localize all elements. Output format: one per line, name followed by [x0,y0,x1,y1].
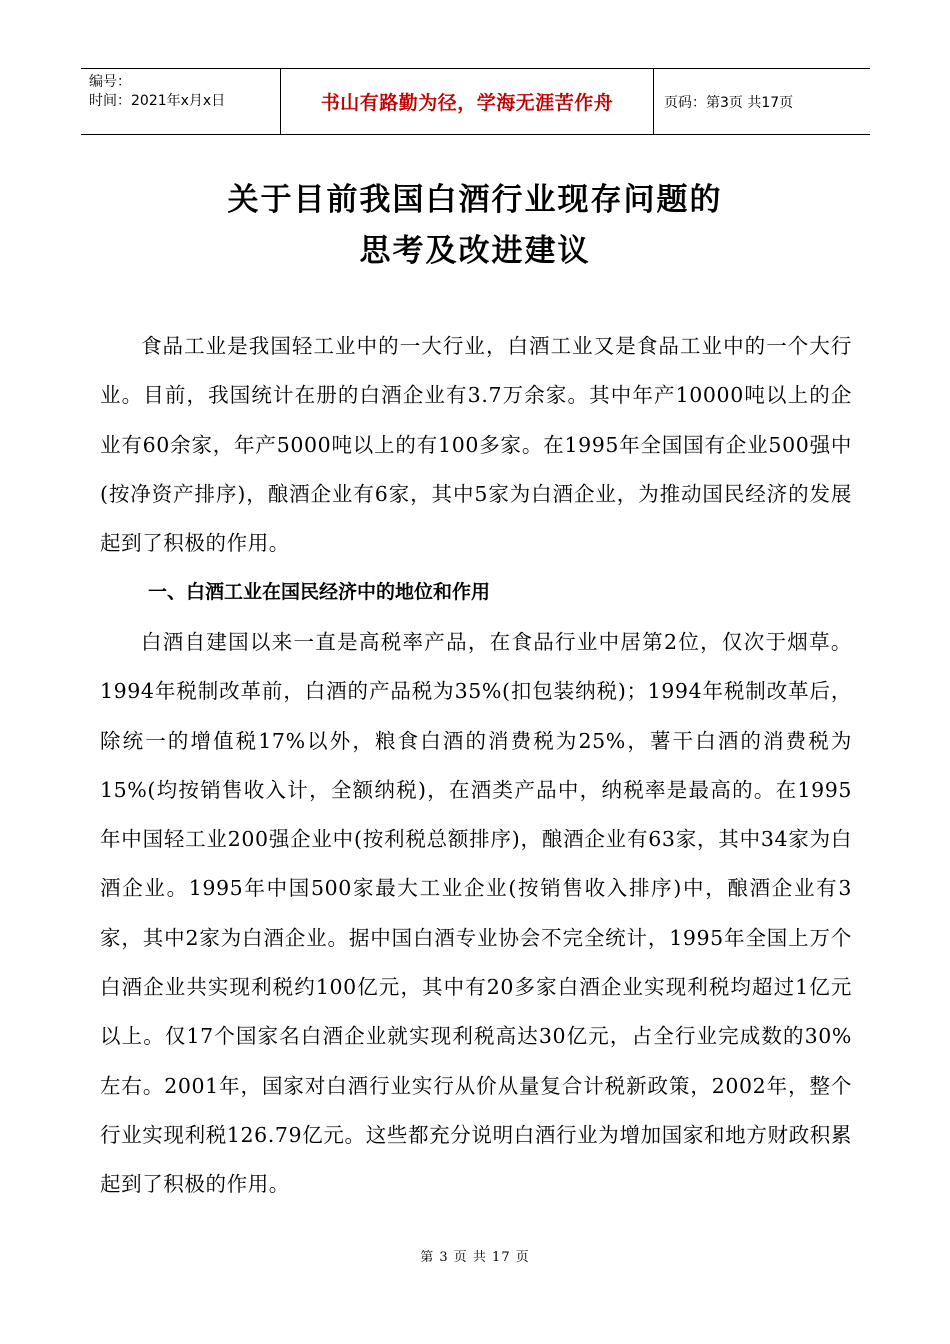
section-heading: 一、白酒工业在国民经济中的地位和作用 [148,581,491,603]
document-title-line1: 关于目前我国白酒行业现存问题的 [227,182,723,218]
header-meta [81,69,281,134]
page-footer: 第 3 页 共 17 页 [420,1250,530,1265]
document-number-label: 编号： [89,74,131,90]
header-page-info: 页码：第3页 共17页 [664,94,794,111]
intro-section [100,322,852,568]
section-paragraph: 白酒自建国以来一直是高税率产品，在食品行业中居第2位，仅次于烟草。1994年税制改革前，白酒的产品税为35%(扣包装纳税)；1994年税制改革后，除统一的增值税17%以外，粮食白酒的消费税为25%，薯干白酒的消费税为15%(均按销售收入计，全额纳税)，在酒类产品中，纳税率是最高的。在1995年中国轻工业200强企业中(按利税总额排序)，酿酒企业有63家，其中34家为白酒企业。1995年中国500家最大工业企业(按销售收入排序)中，酿酒企业有3家，其中2家为白酒企业。据中国白酒专业协会不完全统计，1995年全国上万个白酒企业共实现利税约100亿元，其中有20多家白酒企业实现利税均超过1亿元以上。仅17个国家名白酒企业就实现利税高达30亿元，占全行业完成数的30%左右。2001年，国家对白酒行业实行从价从量复合计税新政策，2002年，整个行业实现利税126.79亿元。这些都充分说明白酒行业为增加国家和地方财政积累起到了积极的作用。 [100,630,852,1197]
section-body [100,618,852,1210]
header-motto: 书山有路勤为径，学海无涯苦作舟 [281,69,654,134]
document-time-label: 时间：2021年x月x日 [89,93,226,109]
intro-paragraph: 食品工业是我国轻工业中的一大行业，白酒工业又是食品工业中的一个大行业。目前，我国统计在册的白酒企业有3.7万余家。其中年产10000吨以上的企业有60余家，年产5000吨以上的有100多家。在1995年全国国有企业500强中(按净资产排序)，酿酒企业有6家，其中5家为白酒企业，为推动国民经济的发展起到了积极的作用。 [100,334,852,556]
document-title-line2: 思考及改进建议 [359,233,591,269]
document-header [81,68,870,135]
